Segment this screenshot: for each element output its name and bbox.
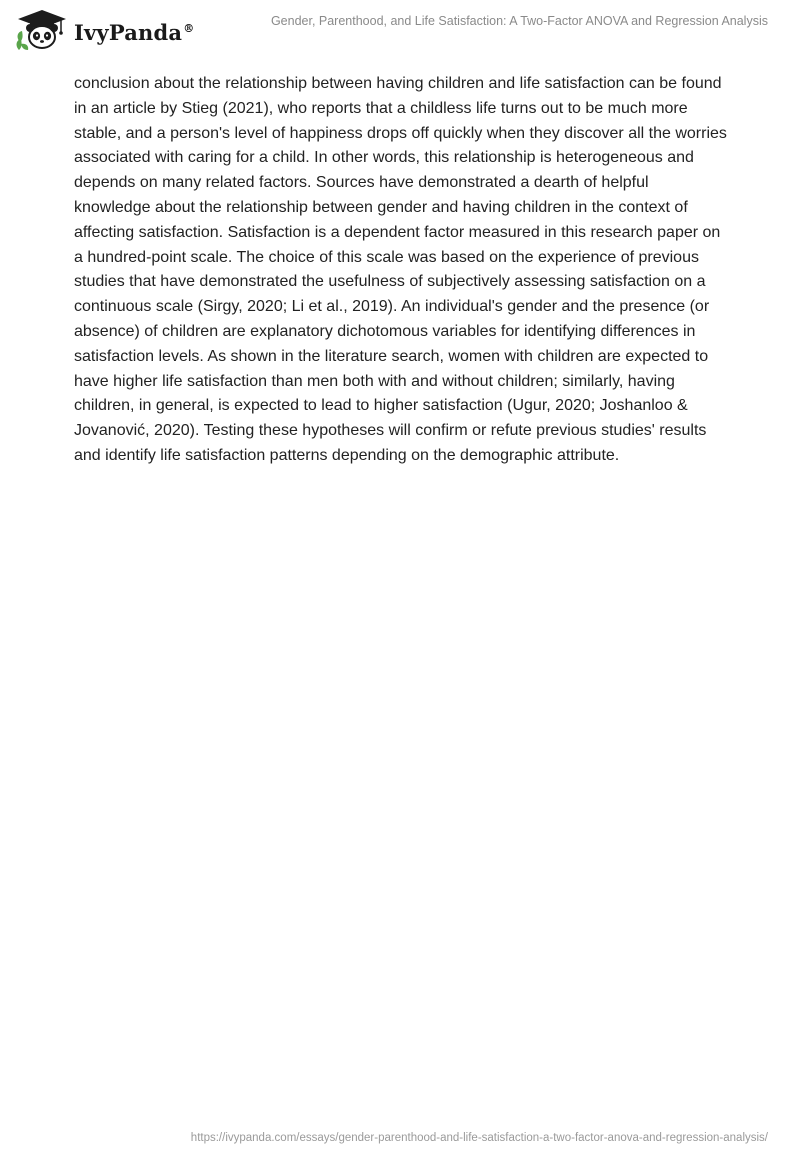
registered-mark: ® [183,21,195,35]
source-url[interactable]: https://ivypanda.com/essays/gender-parenthood-and-life-satisfaction-a-two-factor-anova-and-regression-analysis/ [190,1132,768,1144]
brand-logo[interactable] [14,8,194,52]
page-header [0,0,800,60]
brand-name: IvyPanda® [74,19,195,45]
panda-graduate-logo-icon [14,8,70,52]
document-title: Gender, Parenthood, and Life Satisfaction: A Two-Factor ANOVA and Regression Analysis [270,14,768,28]
body-paragraph: conclusion about the relationship between having children and life satisfaction can be found in an article by Stieg (2021), who reports that a childless life turns out to be much more stable, and a person's level of happiness drops off quickly when they discover all the worries associated with caring for a child. In other words, this relationship is heterogeneous and depends on many related factors. Sources have demonstrated a dearth of helpful knowledge about the relationship between gender and having children in the context of affecting satisfaction. Satisfaction is a dependent factor measured in this research paper on a hundred-point scale. The choice of this scale was based on the experience of previous studies that have demonstrated the usefulness of subjectively assessing satisfaction on a continuous scale (Sirgy, 2020; Li et al., 2019). An individual's gender and the presence (or absence) of children are explanatory dichotomous variables for identifying differences in satisfaction levels. As shown in the literature search, women with children are expected to have higher life satisfaction than men both with and without children; similarly, having children, in general, is expected to lead to higher satisfaction (Ugur, 2020; Joshanloo & Jovanović, 2020). Testing these hypotheses will confirm or refute previous studies' results and identify life satisfaction patterns depending on the demographic attribute. [74,75,727,464]
